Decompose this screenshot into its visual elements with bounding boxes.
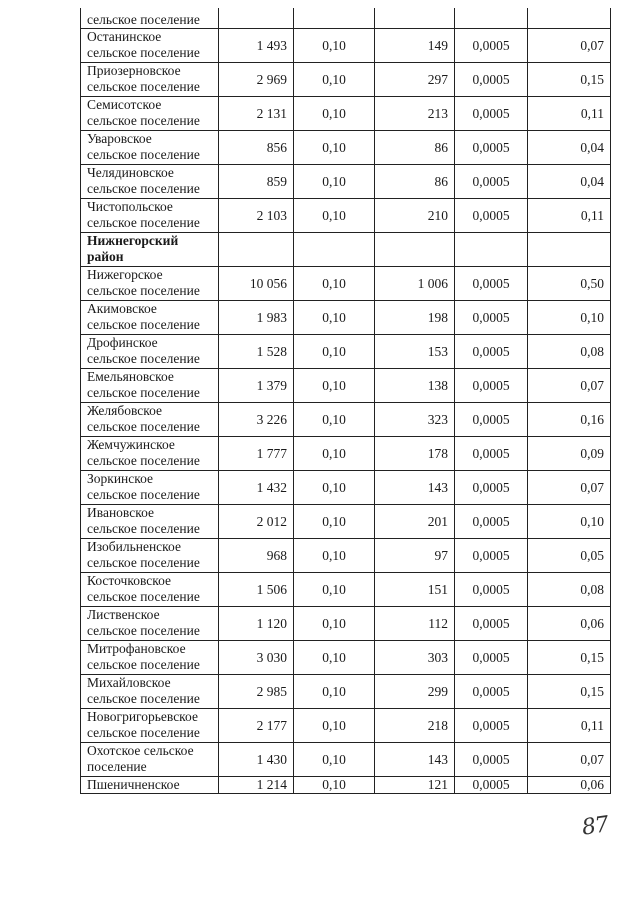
table-row	[81, 641, 611, 675]
table-row	[81, 369, 611, 403]
population-cell: 2 103	[219, 199, 294, 233]
settlement-name-line: Жемчужинское	[87, 437, 175, 452]
table-row	[81, 29, 611, 63]
share-cell: 0,16	[528, 403, 611, 437]
share-cell: 0,50	[528, 267, 611, 301]
settlement-name-cell	[81, 641, 219, 675]
table-row	[81, 335, 611, 369]
rate-cell: 0,10	[294, 437, 375, 471]
coefficient-cell: 0,0005	[455, 777, 528, 794]
population-cell: 1 120	[219, 607, 294, 641]
settlement-name-line: сельское поселение	[87, 623, 200, 638]
share-cell	[528, 233, 611, 267]
population-cell: 859	[219, 165, 294, 199]
population-cell: 856	[219, 131, 294, 165]
rate-cell	[294, 8, 375, 29]
coefficient-cell: 0,0005	[455, 267, 528, 301]
amount-cell: 297	[375, 63, 455, 97]
settlement-name-line: поселение	[87, 759, 147, 774]
settlement-name-line: Уваровское	[87, 131, 152, 146]
population-cell: 1 430	[219, 743, 294, 777]
amount-cell: 121	[375, 777, 455, 794]
amount-cell: 86	[375, 131, 455, 165]
share-cell: 0,07	[528, 29, 611, 63]
amount-cell: 112	[375, 607, 455, 641]
amount-cell	[375, 8, 455, 29]
population-cell: 2 177	[219, 709, 294, 743]
settlement-name-line: Ивановское	[87, 505, 154, 520]
settlement-name-cell	[81, 505, 219, 539]
population-cell	[219, 8, 294, 29]
settlements-table	[80, 8, 611, 794]
rate-cell: 0,10	[294, 675, 375, 709]
table-row	[81, 709, 611, 743]
settlement-name-line: сельское поселение	[87, 215, 200, 230]
settlement-name-line: Акимовское	[87, 301, 157, 316]
coefficient-cell: 0,0005	[455, 63, 528, 97]
amount-cell: 323	[375, 403, 455, 437]
settlement-name-cell	[81, 29, 219, 63]
population-cell: 2 131	[219, 97, 294, 131]
table-row	[81, 97, 611, 131]
settlement-name-line: Изобильненское	[87, 539, 181, 554]
settlement-name-line: сельское поселение	[87, 317, 200, 332]
settlement-name-line: Емельяновское	[87, 369, 174, 384]
rate-cell: 0,10	[294, 403, 375, 437]
settlement-name-cell	[81, 335, 219, 369]
settlement-name-line: сельское поселение	[87, 589, 200, 604]
share-cell: 0,11	[528, 709, 611, 743]
settlement-name-line: сельское поселение	[87, 657, 200, 672]
table-row	[81, 675, 611, 709]
table-row	[81, 131, 611, 165]
settlement-name-cell	[81, 301, 219, 335]
amount-cell: 210	[375, 199, 455, 233]
population-cell: 1 493	[219, 29, 294, 63]
settlement-name-line: сельское поселение	[87, 45, 200, 60]
share-cell: 0,11	[528, 199, 611, 233]
settlement-name-line: сельское поселение	[87, 385, 200, 400]
population-cell: 1 432	[219, 471, 294, 505]
settlement-name-line: район	[87, 249, 124, 264]
settlement-name-cell	[81, 573, 219, 607]
settlement-name-line: Нижнегорский	[87, 233, 179, 248]
rate-cell: 0,10	[294, 743, 375, 777]
table-row	[81, 199, 611, 233]
settlement-name-cell	[81, 199, 219, 233]
rate-cell: 0,10	[294, 539, 375, 573]
coefficient-cell: 0,0005	[455, 199, 528, 233]
table-row	[81, 403, 611, 437]
settlement-name-cell	[81, 675, 219, 709]
amount-cell: 201	[375, 505, 455, 539]
rate-cell: 0,10	[294, 29, 375, 63]
settlement-name-line: сельское поселение	[87, 79, 200, 94]
rate-cell: 0,10	[294, 607, 375, 641]
table-row	[81, 471, 611, 505]
coefficient-cell: 0,0005	[455, 437, 528, 471]
rate-cell: 0,10	[294, 505, 375, 539]
settlement-name-cell	[81, 437, 219, 471]
amount-cell: 149	[375, 29, 455, 63]
population-cell: 2 969	[219, 63, 294, 97]
share-cell: 0,05	[528, 539, 611, 573]
share-cell: 0,10	[528, 505, 611, 539]
share-cell: 0,04	[528, 165, 611, 199]
coefficient-cell: 0,0005	[455, 675, 528, 709]
share-cell: 0,06	[528, 777, 611, 794]
amount-cell: 138	[375, 369, 455, 403]
coefficient-cell: 0,0005	[455, 743, 528, 777]
settlement-name-cell	[81, 63, 219, 97]
amount-cell: 1 006	[375, 267, 455, 301]
page-number: 87	[580, 812, 610, 841]
amount-cell: 218	[375, 709, 455, 743]
settlement-name-cell	[81, 471, 219, 505]
settlement-name-line: сельское поселение	[87, 487, 200, 502]
coefficient-cell	[455, 8, 528, 29]
settlement-name-cell	[81, 165, 219, 199]
amount-cell: 143	[375, 743, 455, 777]
settlement-name-line: Останинское	[87, 29, 162, 44]
population-cell: 968	[219, 539, 294, 573]
settlement-name-line: Косточковское	[87, 573, 172, 588]
table-row	[81, 505, 611, 539]
settlement-name-line: сельское поселение	[87, 283, 200, 298]
population-cell: 1 506	[219, 573, 294, 607]
settlement-name-cell	[81, 743, 219, 777]
population-cell: 1 983	[219, 301, 294, 335]
rate-cell: 0,10	[294, 199, 375, 233]
settlement-name-line: Лиственское	[87, 607, 160, 622]
rate-cell: 0,10	[294, 131, 375, 165]
population-cell: 10 056	[219, 267, 294, 301]
coefficient-cell: 0,0005	[455, 29, 528, 63]
settlement-name-cell	[81, 777, 219, 794]
table-row	[81, 777, 611, 794]
settlement-name-line: сельское поселение	[87, 12, 200, 27]
coefficient-cell: 0,0005	[455, 301, 528, 335]
table-row	[81, 267, 611, 301]
settlement-name-cell	[81, 709, 219, 743]
rate-cell: 0,10	[294, 301, 375, 335]
coefficient-cell: 0,0005	[455, 369, 528, 403]
district-header-row	[81, 233, 611, 267]
coefficient-cell: 0,0005	[455, 505, 528, 539]
settlement-name-line: сельское поселение	[87, 725, 200, 740]
rate-cell: 0,10	[294, 369, 375, 403]
table-row	[81, 743, 611, 777]
settlement-name-cell	[81, 369, 219, 403]
share-cell: 0,09	[528, 437, 611, 471]
coefficient-cell: 0,0005	[455, 403, 528, 437]
table-row	[81, 165, 611, 199]
share-cell: 0,15	[528, 641, 611, 675]
population-cell: 1 777	[219, 437, 294, 471]
settlement-name-line: Новогригорьевское	[87, 709, 198, 724]
coefficient-cell: 0,0005	[455, 335, 528, 369]
coefficient-cell: 0,0005	[455, 165, 528, 199]
population-cell: 3 030	[219, 641, 294, 675]
share-cell: 0,08	[528, 335, 611, 369]
settlement-name-line: сельское поселение	[87, 691, 200, 706]
share-cell	[528, 8, 611, 29]
rate-cell: 0,10	[294, 471, 375, 505]
coefficient-cell: 0,0005	[455, 539, 528, 573]
coefficient-cell: 0,0005	[455, 573, 528, 607]
population-cell: 2 985	[219, 675, 294, 709]
share-cell: 0,07	[528, 369, 611, 403]
population-cell: 2 012	[219, 505, 294, 539]
settlement-name-line: сельское поселение	[87, 113, 200, 128]
amount-cell: 178	[375, 437, 455, 471]
amount-cell: 303	[375, 641, 455, 675]
rate-cell	[294, 233, 375, 267]
rate-cell: 0,10	[294, 63, 375, 97]
amount-cell: 97	[375, 539, 455, 573]
rate-cell: 0,10	[294, 641, 375, 675]
share-cell: 0,04	[528, 131, 611, 165]
share-cell: 0,08	[528, 573, 611, 607]
population-cell: 1 379	[219, 369, 294, 403]
share-cell: 0,07	[528, 471, 611, 505]
settlement-name-line: сельское поселение	[87, 419, 200, 434]
settlement-name-line: Приозерновское	[87, 63, 181, 78]
settlement-name-line: сельское поселение	[87, 181, 200, 196]
amount-cell: 213	[375, 97, 455, 131]
population-cell: 3 226	[219, 403, 294, 437]
settlement-name-line: Челядиновское	[87, 165, 174, 180]
settlement-name-cell	[81, 403, 219, 437]
settlement-name-line: Михайловское	[87, 675, 171, 690]
share-cell: 0,10	[528, 301, 611, 335]
amount-cell: 299	[375, 675, 455, 709]
population-cell: 1 528	[219, 335, 294, 369]
table-row	[81, 301, 611, 335]
rate-cell: 0,10	[294, 573, 375, 607]
share-cell: 0,07	[528, 743, 611, 777]
settlement-name-line: сельское поселение	[87, 555, 200, 570]
settlement-name-line: Пшеничненское	[87, 777, 180, 792]
share-cell: 0,15	[528, 675, 611, 709]
settlement-name-cell	[81, 607, 219, 641]
rate-cell: 0,10	[294, 97, 375, 131]
settlement-name-cell	[81, 267, 219, 301]
table-row	[81, 607, 611, 641]
amount-cell: 143	[375, 471, 455, 505]
table-row	[81, 8, 611, 29]
district-name-cell	[81, 233, 219, 267]
rate-cell: 0,10	[294, 335, 375, 369]
table-row	[81, 63, 611, 97]
amount-cell: 86	[375, 165, 455, 199]
coefficient-cell: 0,0005	[455, 641, 528, 675]
rate-cell: 0,10	[294, 777, 375, 794]
settlement-name-cell	[81, 131, 219, 165]
settlement-name-line: Зоркинское	[87, 471, 154, 486]
settlement-name-cell	[81, 97, 219, 131]
settlement-name-line: Охотское сельское	[87, 743, 194, 758]
settlement-name-line: сельское поселение	[87, 453, 200, 468]
settlement-name-cell	[81, 8, 219, 29]
coefficient-cell	[455, 233, 528, 267]
settlement-name-cell	[81, 539, 219, 573]
share-cell: 0,06	[528, 607, 611, 641]
table-body	[81, 8, 611, 794]
settlement-name-line: Дрофинское	[87, 335, 158, 350]
table-row	[81, 539, 611, 573]
rate-cell: 0,10	[294, 267, 375, 301]
rate-cell: 0,10	[294, 709, 375, 743]
population-cell: 1 214	[219, 777, 294, 794]
coefficient-cell: 0,0005	[455, 97, 528, 131]
settlement-name-line: сельское поселение	[87, 521, 200, 536]
amount-cell: 151	[375, 573, 455, 607]
settlement-name-line: Нижегорское	[87, 267, 163, 282]
population-cell	[219, 233, 294, 267]
share-cell: 0,11	[528, 97, 611, 131]
table-row	[81, 573, 611, 607]
amount-cell	[375, 233, 455, 267]
settlement-name-line: Чистопольское	[87, 199, 173, 214]
settlement-name-line: Желябовское	[87, 403, 163, 418]
settlement-name-line: сельское поселение	[87, 147, 200, 162]
table-row	[81, 437, 611, 471]
rate-cell: 0,10	[294, 165, 375, 199]
settlement-name-line: Семисотское	[87, 97, 162, 112]
coefficient-cell: 0,0005	[455, 607, 528, 641]
amount-cell: 153	[375, 335, 455, 369]
settlement-name-line: сельское поселение	[87, 351, 200, 366]
amount-cell: 198	[375, 301, 455, 335]
coefficient-cell: 0,0005	[455, 709, 528, 743]
coefficient-cell: 0,0005	[455, 131, 528, 165]
coefficient-cell: 0,0005	[455, 471, 528, 505]
settlement-name-line: Митрофановское	[87, 641, 186, 656]
share-cell: 0,15	[528, 63, 611, 97]
